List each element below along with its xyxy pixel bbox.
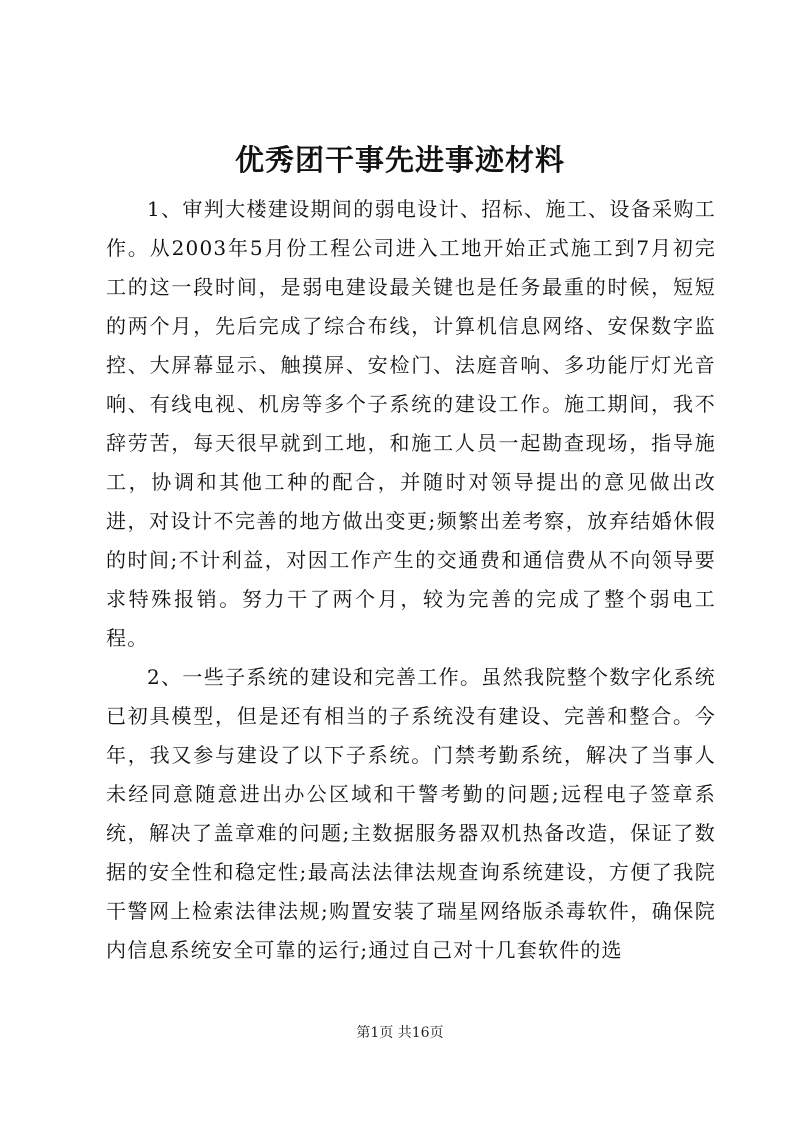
- paragraph-1: 1、审判大楼建设期间的弱电设计、招标、施工、设备采购工作。从2003年5月份工程公司进入工地开始正式施工到7月初完工的这一段时间，是弱电建设最关键也是任务最重的时候，短短的两个月，先后完成了综合布线，计算机信息网络、安保数字监控、大屏幕显示、触摸屏、安检门、法庭音响、多功能厅灯光音响、有线电视、机房等多个子系统的建设工作。施工期间，我不辞劳苦，每天很早就到工地，和施工人员一起勘查现场，指导施工，协调和其他工种的配合，并随时对领导提出的意见做出改进，对设计不完善的地方做出变更;频繁出差考察，放弃结婚休假的时间;不计利益，对因工作产生的交通费和通信费从不向领导要求特殊报销。努力干了两个月，较为完善的完成了整个弱电工程。: [106, 197, 716, 650]
- document-title: 优秀团干事先进事迹材料: [234, 143, 565, 177]
- page-footer: 第1页 共16页: [356, 1025, 444, 1041]
- paragraph-2: 2、一些子系统的建设和完善工作。虽然我院整个数字化系统已初具模型，但是还有相当的子系统没有建设、完善和整合。今年，我又参与建设了以下子系统。门禁考勤系统，解决了当事人未经同意随意进出办公区域和干警考勤的问题;远程电子签章系统，解决了盖章难的问题;主数据服务器双机热备改造，保证了数据的安全性和稳定性;最高法法律法规查询系统建设，方便了我院干警网上检索法律法规;购置安装了瑞星网络版杀毒软件，确保院内信息系统安全可靠的运行;通过自己对十几套软件的选: [106, 665, 716, 962]
- document-body: [106, 190, 716, 970]
